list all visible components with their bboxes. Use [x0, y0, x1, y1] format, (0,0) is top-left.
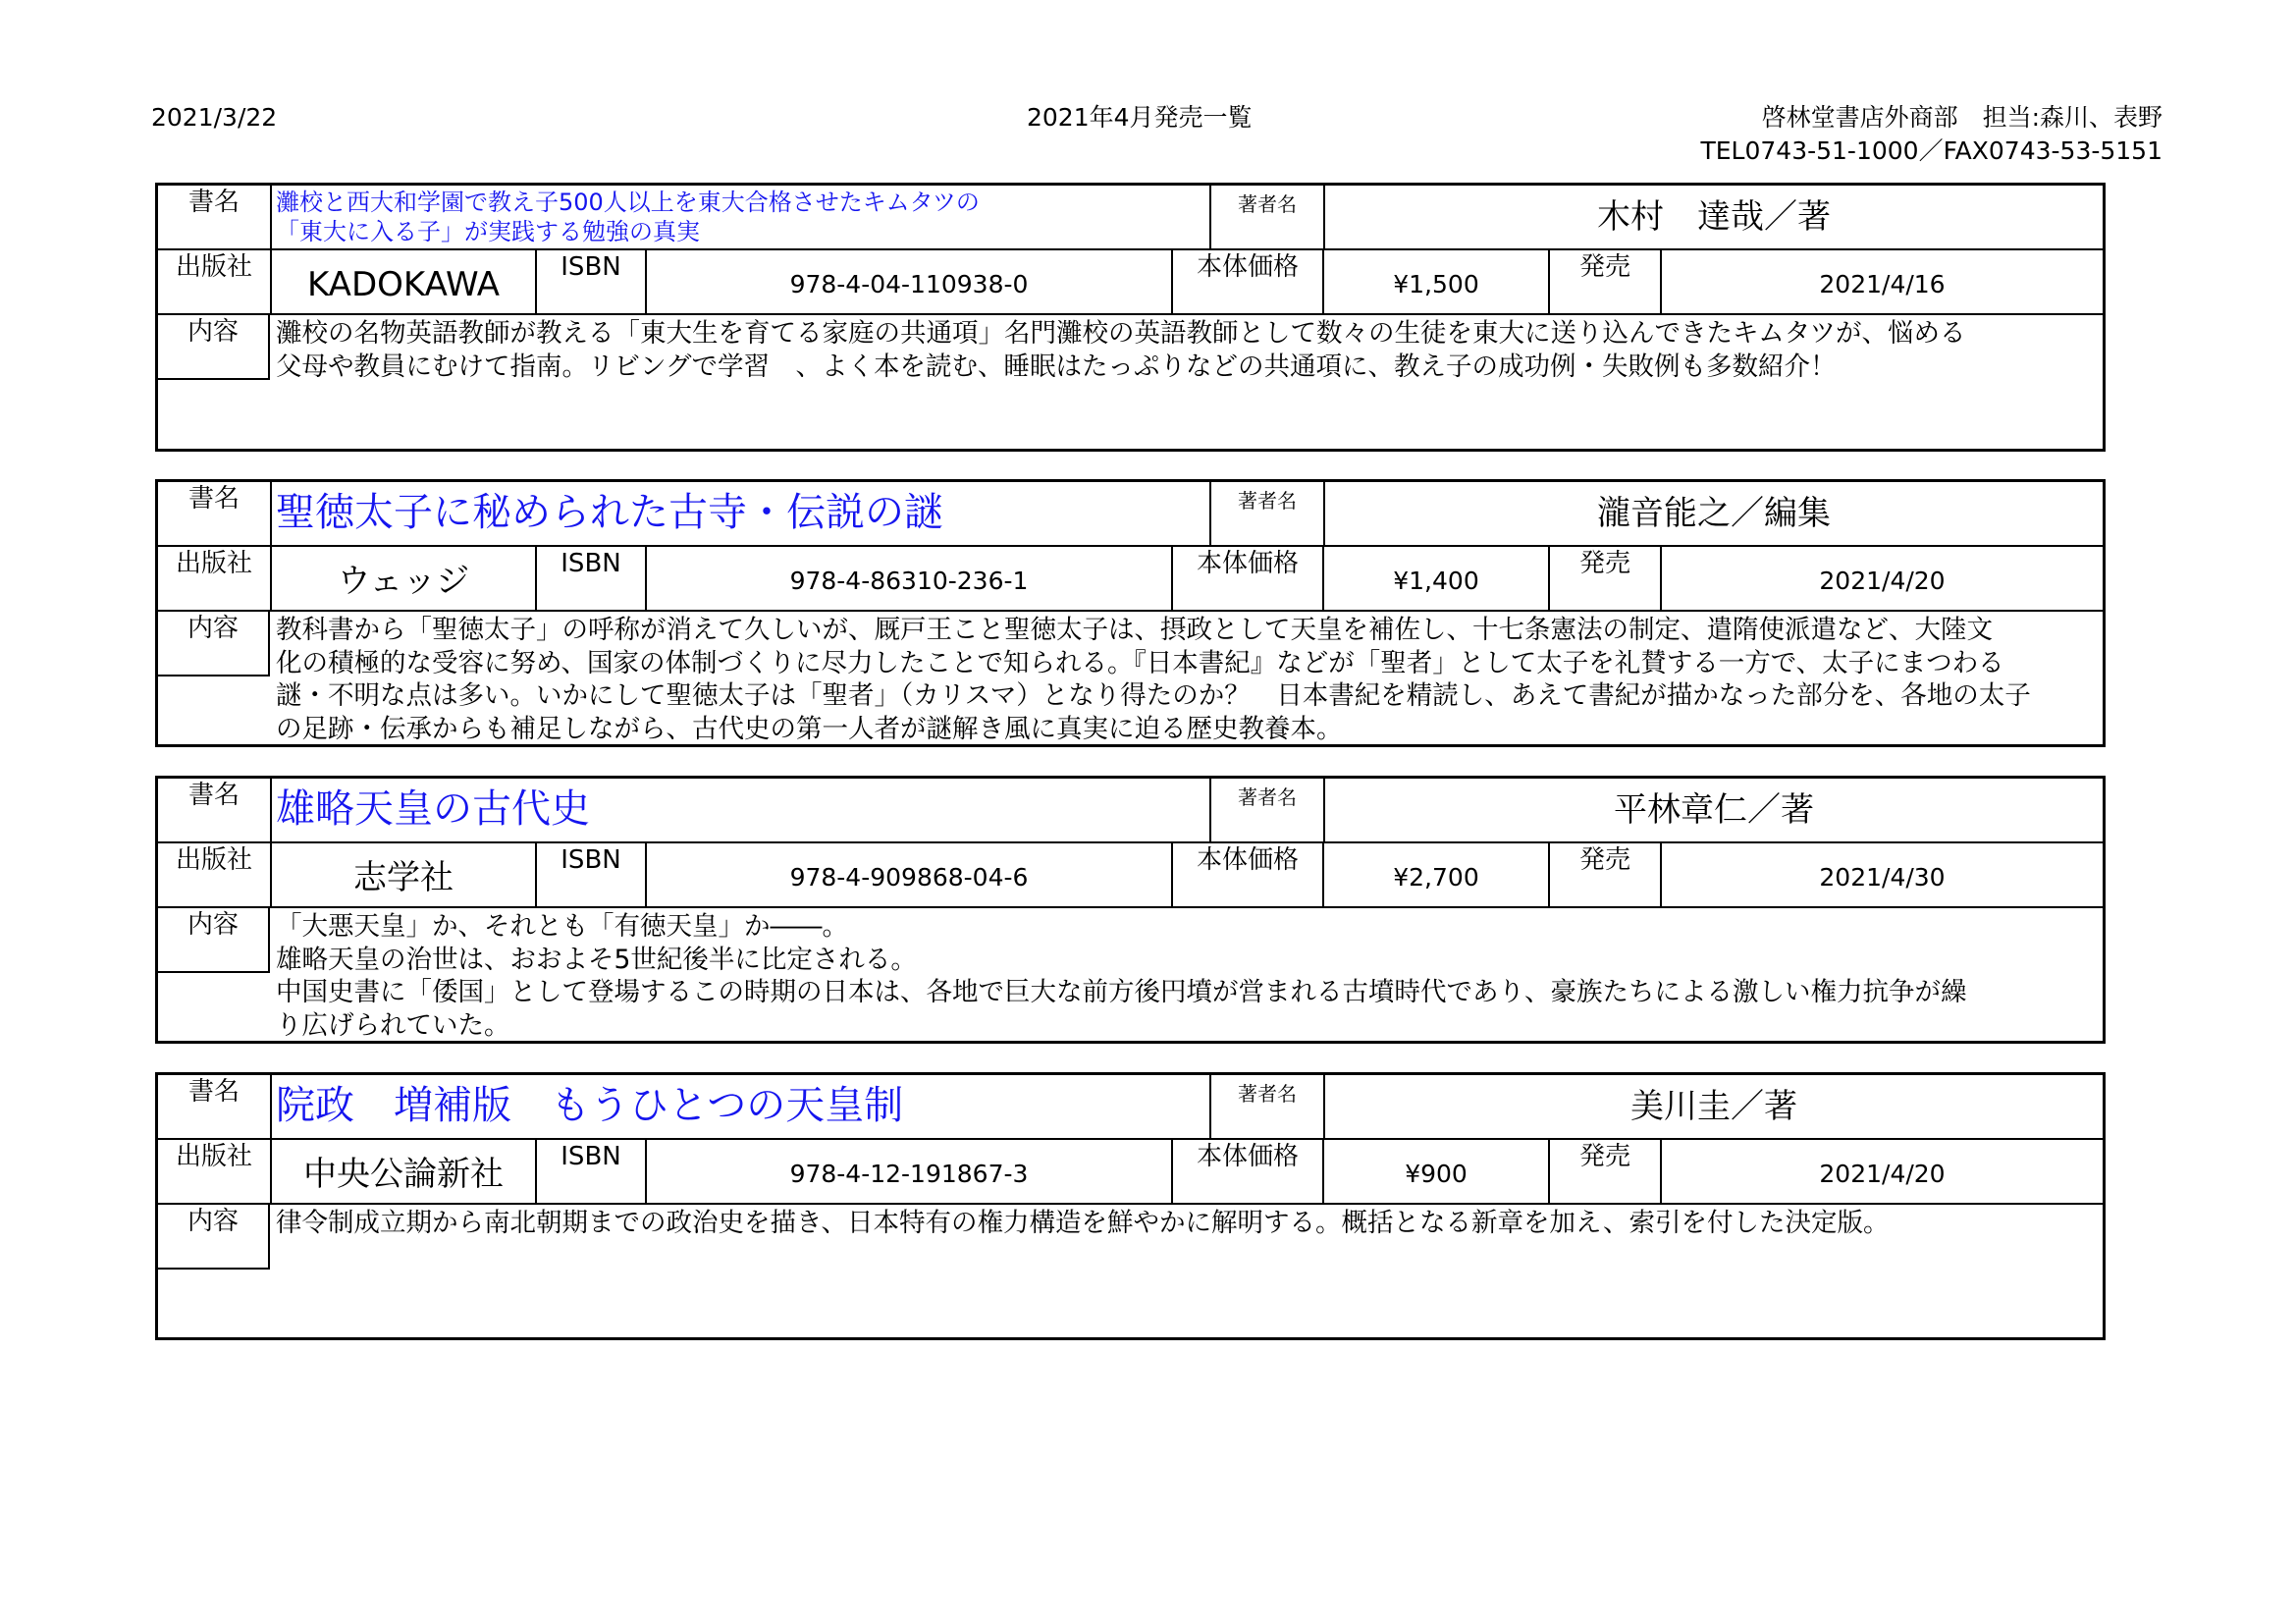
- book-description: [272, 1205, 2101, 1240]
- book-title: 聖徳太子に秘められた古寺・伝説の謎: [270, 482, 1209, 545]
- label-content: 内容: [158, 1205, 270, 1270]
- label-content: 内容: [158, 612, 270, 676]
- book-card: [155, 479, 2106, 747]
- book-description: [272, 612, 2101, 745]
- label-price: 本体価格: [1171, 1140, 1322, 1203]
- label-price: 本体価格: [1171, 843, 1322, 906]
- book-title: [270, 186, 1209, 248]
- book-title-line: 灘校と西大和学園で教え子500人以上を東大合格させたキムタツの: [276, 189, 980, 216]
- description-line: 化の積極的な受容に努め、国家の体制づくりに尽力したことで知られる。『日本書紀』などが「聖者」として太子を礼賛する一方で、太子にまつわる: [276, 647, 2004, 678]
- shop-phone-fax: TEL0743-51-1000／FAX0743-53-5151: [1700, 136, 2163, 165]
- label-publisher: 出版社: [175, 845, 252, 875]
- book-price: ¥2,700: [1322, 843, 1548, 906]
- label-title: 書名: [187, 781, 240, 810]
- description-line: り広げられていた。: [276, 1009, 510, 1041]
- description-line: 中国史書に「倭国」として登場するこの時期の日本は、各地で巨大な前方後円墳が営まれる古墳時代であり、豪族たちによる激しい権力抗争が繰: [276, 977, 1967, 1007]
- book-author: 美川圭／著: [1323, 1075, 2103, 1138]
- book-release-date: 2021/4/30: [1660, 843, 2103, 906]
- book-release-date: 2021/4/20: [1660, 1140, 2103, 1203]
- page-title: 2021年4月発売一覧: [1027, 103, 1253, 132]
- book-card: [155, 776, 2106, 1044]
- book-author: 木村 達哉／著: [1323, 186, 2103, 248]
- book-title: 院政 増補版 もうひとつの天皇制: [270, 1075, 1209, 1138]
- book-publisher: ウェッジ: [270, 547, 535, 610]
- book-publisher: 中央公論新社: [270, 1140, 535, 1203]
- book-author: 瀧音能之／編集: [1323, 482, 2103, 545]
- label-author: 著者名: [1209, 1075, 1323, 1138]
- label-title: 書名: [187, 188, 240, 217]
- description-line: 律令制成立期から南北朝期までの政治史を描き、日本特有の権力構造を鮮やかに解明する。概括となる新章を加え、索引を付した決定版。: [276, 1208, 1890, 1238]
- book-isbn: 978-4-909868-04-6: [645, 843, 1171, 906]
- label-isbn: ISBN: [535, 547, 645, 610]
- label-publisher: 出版社: [175, 1142, 252, 1171]
- label-release: 発売: [1548, 843, 1660, 906]
- book-card: [155, 1072, 2106, 1340]
- book-author: 平林章仁／著: [1323, 779, 2103, 841]
- label-release: 発売: [1548, 250, 1660, 313]
- label-author: 著者名: [1209, 186, 1323, 248]
- label-release: 発売: [1548, 1140, 1660, 1203]
- description-line: 教科書から「聖徳太子」の呼称が消えて久しいが、厩戸王こと聖徳太子は、摂政として天皇を補佐し、十七条憲法の制定、遣隋使派遣など、大陸文: [276, 615, 1993, 645]
- label-author: 著者名: [1209, 779, 1323, 841]
- label-title: 書名: [187, 1077, 240, 1107]
- label-isbn: ISBN: [535, 250, 645, 313]
- label-release: 発売: [1548, 547, 1660, 610]
- book-price: ¥1,500: [1322, 250, 1548, 313]
- book-price: ¥1,400: [1322, 547, 1548, 610]
- label-price: 本体価格: [1171, 547, 1322, 610]
- label-content: 内容: [158, 315, 270, 380]
- book-title: 雄略天皇の古代史: [270, 779, 1209, 841]
- print-date: 2021/3/22: [151, 103, 278, 132]
- book-publisher: KADOKAWA: [270, 250, 535, 313]
- book-description: [272, 315, 2101, 383]
- description-line: 「大悪天皇」か、それとも「有徳天皇」か――。: [276, 911, 848, 942]
- label-price: 本体価格: [1171, 250, 1322, 313]
- book-isbn: 978-4-86310-236-1: [645, 547, 1171, 610]
- label-publisher: 出版社: [175, 549, 252, 578]
- book-isbn: 978-4-12-191867-3: [645, 1140, 1171, 1203]
- label-publisher: 出版社: [175, 252, 252, 282]
- description-line: 謎・不明な点は多い。いかにして聖徳太子は「聖者」（カリスマ）となり得たのか？ 日本書紀を精読し、あえて書紀が描かなった部分を、各地の太子: [276, 680, 2031, 711]
- description-line: 父母や教員にむけて指南。リビングで学習 、よく本を読む、睡眠はたっぷりなどの共通項に、教え子の成功例・失敗例も多数紹介！: [276, 351, 1837, 382]
- label-title: 書名: [187, 484, 240, 514]
- book-title-line: 「東大に入る子」が実践する勉強の真実: [276, 218, 700, 245]
- description-line: 灘校の名物英語教師が教える「東大生を育てる家庭の共通項」名門灘校の英語教師として数々の生徒を東大に送り込んできたキムタツが、悩める: [276, 318, 1966, 349]
- shop-contact-person: 啓林堂書店外商部 担当:森川、表野: [1761, 103, 2163, 132]
- book-publisher: 志学社: [270, 843, 535, 906]
- label-isbn: ISBN: [535, 843, 645, 906]
- book-isbn: 978-4-04-110938-0: [645, 250, 1171, 313]
- description-line: 雄略天皇の治世は、おおよそ5世紀後半に比定される。: [276, 944, 917, 975]
- book-description: [272, 908, 2101, 1042]
- book-price: ¥900: [1322, 1140, 1548, 1203]
- description-line: の足跡・伝承からも補足しながら、古代史の第一人者が謎解き風に真実に迫る歴史教養本。: [276, 713, 1343, 744]
- book-release-date: 2021/4/16: [1660, 250, 2103, 313]
- book-card: [155, 183, 2106, 452]
- label-author: 著者名: [1209, 482, 1323, 545]
- book-release-date: 2021/4/20: [1660, 547, 2103, 610]
- label-content: 内容: [158, 908, 270, 973]
- label-isbn: ISBN: [535, 1140, 645, 1203]
